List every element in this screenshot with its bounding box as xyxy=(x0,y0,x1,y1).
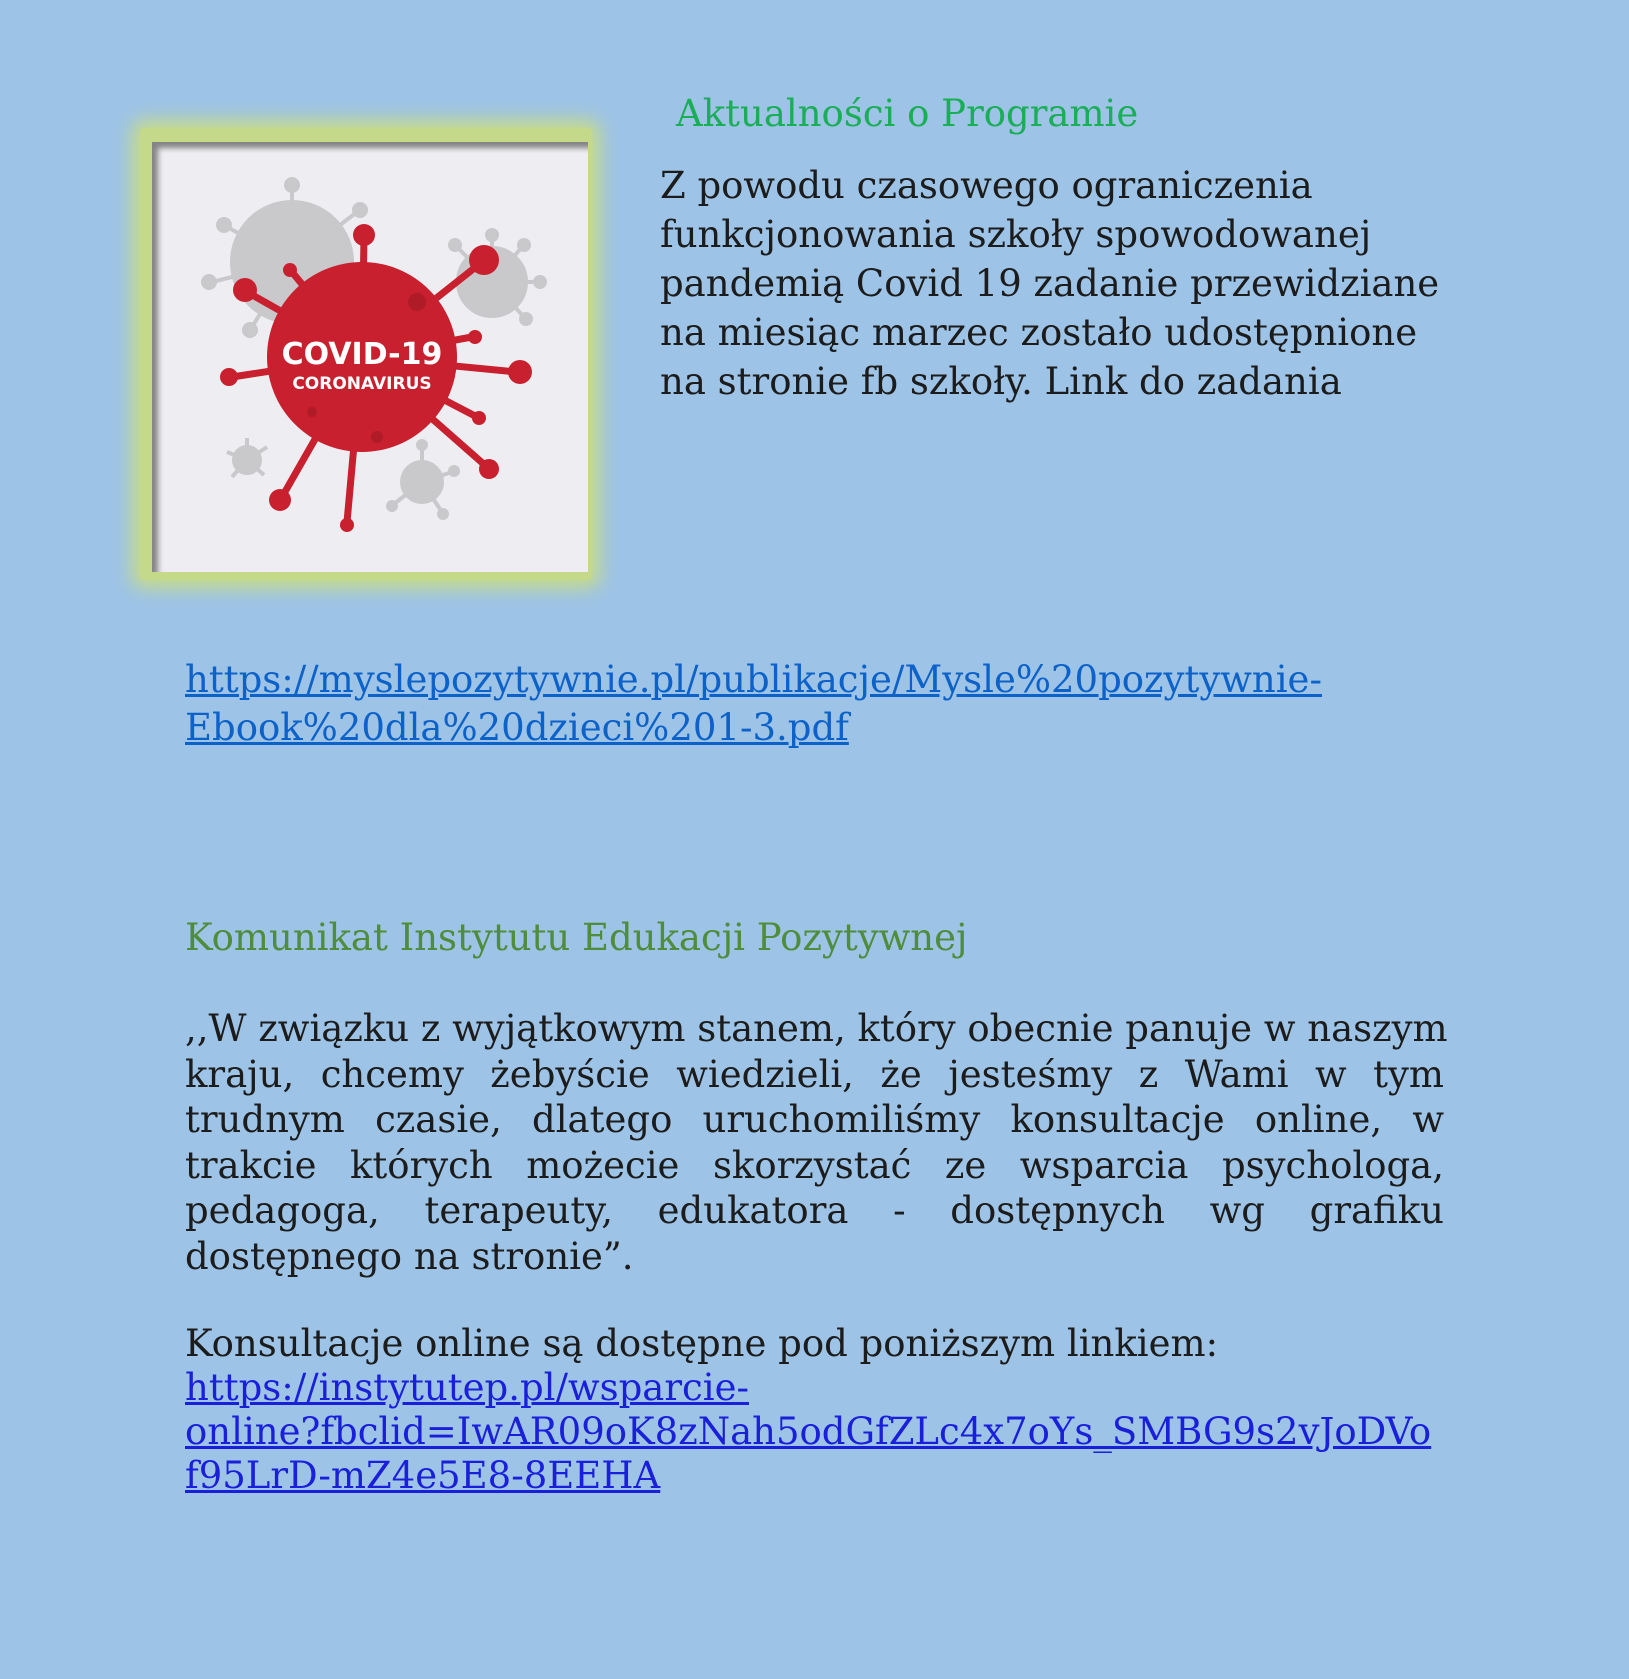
virus-illustration xyxy=(152,142,588,572)
intro-line: na stronie fb szkoły. Link do zadania xyxy=(660,360,1342,403)
task-link-line[interactable]: Ebook%20dla%20dzieci%201-3.pdf xyxy=(185,706,849,749)
intro-line: Z powodu czasowego ograniczenia xyxy=(660,164,1313,207)
covid-image-frame xyxy=(140,128,592,580)
intro-line: funkcjonowania szkoły spowodowanej xyxy=(660,213,1372,256)
badge-subtitle: CORONAVIRUS xyxy=(292,374,432,394)
quote-line: trudnym czasie, dlatego uruchomiliśmy konsultacje online, w xyxy=(185,1098,1444,1141)
quote-line: pedagoga, terapeuty, edukatora - dostępnych wg grafiku xyxy=(185,1189,1444,1232)
consultation-link-line[interactable]: f95LrD-mZ4e5E8-8EEHA xyxy=(185,1454,661,1497)
consultation-link-line[interactable]: online?fbclid=IwAR09oK8zNah5odGfZLc4x7oYs_SMBG9s2vJoDVo xyxy=(185,1410,1432,1453)
quote-line: kraju, chcemy żebyście wiedzieli, że jesteśmy z Wami w tym xyxy=(185,1052,1444,1096)
consultation-link[interactable] xyxy=(185,1366,1431,1498)
quote-line: ,,W związku z wyjątkowym stanem, który obecnie panuje w naszym xyxy=(185,1007,1448,1050)
covid-image xyxy=(152,142,588,572)
badge-title: COVID-19 xyxy=(281,337,443,372)
intro-line: pandemią Covid 19 zadanie przewidziane xyxy=(660,262,1440,305)
quote-line: dostępnego na stronie”. xyxy=(185,1234,634,1278)
intro-line: na miesiąc marzec zostało udostępnione xyxy=(660,311,1418,354)
task-link-line[interactable]: https://myslepozytywnie.pl/publikacje/Mysle%20pozytywnie- xyxy=(185,658,1322,701)
consultation-link-line[interactable]: https://instytutep.pl/wsparcie- xyxy=(185,1366,749,1409)
section-heading-program-news: Aktualności o Programie xyxy=(676,92,1139,135)
notice-quote xyxy=(185,1006,1448,1279)
task-link[interactable] xyxy=(185,656,1322,752)
intro-paragraph xyxy=(660,161,1500,406)
section-heading-institute-notice: Komunikat Instytutu Edukacji Pozytywnej xyxy=(185,916,968,959)
consult-text: Konsultacje online są dostępne pod poniższym linkiem: xyxy=(185,1322,1219,1365)
quote-line: trakcie których możecie skorzystać ze wsparcia psychologa, xyxy=(185,1143,1444,1187)
